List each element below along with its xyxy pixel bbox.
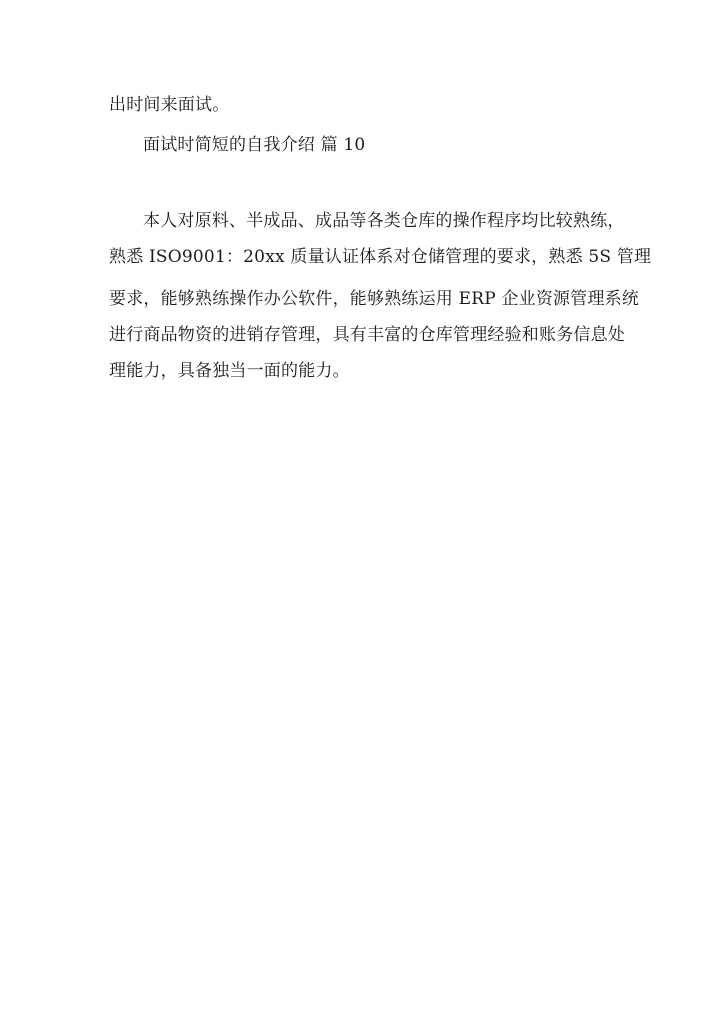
paragraph-line-5: 理能力，具备独当一面的能力。 xyxy=(109,361,350,381)
section-heading: 面试时简短的自我介绍 篇 10 xyxy=(143,135,366,155)
paragraph-line-2: 熟悉 ISO9001：20xx 质量认证体系对仓储管理的要求，熟悉 5S 管理 xyxy=(109,247,652,267)
continuation-text: 出时间来面试。 xyxy=(109,95,230,115)
paragraph-line-4: 进行商品物资的进销存管理，具有丰富的仓库管理经验和账务信息处 xyxy=(109,325,625,345)
paragraph-line-1: 本人对原料、半成品、成品等各类仓库的操作程序均比较熟练， xyxy=(143,211,625,231)
paragraph-line-3: 要求，能够熟练操作办公软件，能够熟练运用 ERP 企业资源管理系统 xyxy=(109,289,640,309)
